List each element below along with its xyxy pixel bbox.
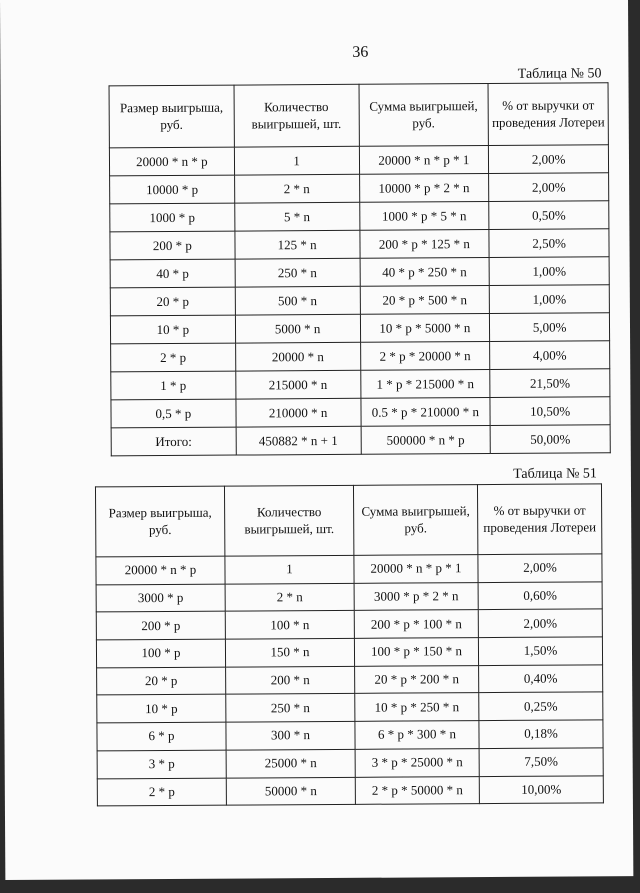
- cell-prize-sum: 20 * p * 500 * n: [360, 286, 490, 315]
- cell-revenue-percent: 2,00%: [489, 145, 609, 174]
- cell-prize-count: 1: [234, 146, 359, 175]
- cell-revenue-percent: 50,00%: [490, 425, 610, 454]
- table-50-caption: Таблица № 50: [517, 66, 602, 82]
- table-row: [111, 425, 610, 456]
- cell-revenue-percent: 0,25%: [479, 692, 603, 720]
- cell-prize-sum: 1000 * p * 5 * n: [359, 202, 489, 231]
- prize-table-50: [109, 82, 611, 456]
- cell-prize-count: 450882 * n + 1: [236, 426, 361, 455]
- cell-prize-size: 2 * p: [111, 343, 236, 372]
- table-50-body: [109, 145, 610, 456]
- cell-prize-size: 10000 * p: [110, 175, 235, 204]
- table-row: [109, 145, 608, 176]
- cell-prize-count: 200 * n: [226, 666, 355, 694]
- header-prize-count: Количество выигрышей, шт.: [234, 84, 359, 147]
- table-row: [97, 665, 603, 696]
- cell-prize-count: 300 * n: [226, 721, 355, 749]
- cell-prize-count: 5 * n: [234, 202, 359, 231]
- header-prize-size: Размер выигрыша, руб.: [109, 85, 234, 148]
- cell-prize-sum: 40 * p * 250 * n: [360, 258, 490, 287]
- cell-revenue-percent: 0,18%: [479, 720, 603, 748]
- table-row: [96, 582, 602, 613]
- cell-prize-sum: 2 * p * 50000 * n: [355, 776, 479, 804]
- cell-revenue-percent: 2,50%: [489, 229, 609, 258]
- table-row: [96, 609, 602, 640]
- cell-prize-size: 1 * p: [111, 371, 236, 400]
- table-51-caption: Таблица № 51: [513, 466, 597, 482]
- cell-revenue-percent: 2,00%: [489, 173, 609, 202]
- table-row: [111, 369, 610, 400]
- cell-prize-size: 20000 * n * p: [96, 556, 225, 584]
- cell-prize-count: 210000 * n: [236, 398, 361, 427]
- header-prize-sum: Сумма выигрышей, руб.: [354, 485, 478, 556]
- table-51-header: [95, 484, 601, 557]
- cell-revenue-percent: 21,50%: [490, 369, 610, 398]
- cell-prize-count: 215000 * n: [236, 370, 361, 399]
- cell-prize-sum: 500000 * n * p: [361, 426, 491, 455]
- cell-revenue-percent: 7,50%: [479, 748, 603, 776]
- table-50-header: [109, 83, 608, 148]
- cell-prize-sum: 10 * p * 250 * n: [355, 693, 479, 721]
- cell-prize-count: 1: [225, 555, 354, 583]
- cell-prize-sum: 6 * p * 300 * n: [355, 721, 479, 749]
- cell-revenue-percent: 10,00%: [479, 775, 603, 803]
- prize-table-51: [95, 483, 604, 806]
- cell-prize-sum: 20000 * n * p * 1: [359, 146, 489, 175]
- cell-revenue-percent: 0,40%: [479, 665, 603, 693]
- cell-prize-count: 20000 * n: [235, 342, 360, 371]
- header-prize-sum: Сумма выигрышей, руб.: [359, 84, 489, 147]
- table-51-body: [96, 554, 604, 806]
- page-number: 36: [352, 43, 369, 61]
- table-row: [96, 637, 602, 668]
- cell-prize-count: 500 * n: [235, 286, 360, 315]
- cell-prize-sum: 3000 * p * 2 * n: [354, 582, 478, 610]
- cell-prize-sum: 10 * p * 5000 * n: [360, 314, 490, 343]
- cell-prize-size: 20000 * n * p: [109, 147, 234, 176]
- cell-prize-size: 10 * p: [97, 695, 226, 723]
- table-row: [96, 554, 602, 585]
- cell-prize-count: 25000 * n: [226, 749, 355, 777]
- cell-prize-size: 40 * p: [110, 259, 235, 288]
- table-row: [110, 229, 609, 260]
- header-revenue-percent: % от выручки от проведения Лотереи: [488, 83, 608, 146]
- cell-prize-size: 200 * p: [110, 231, 235, 260]
- cell-prize-sum: 200 * p * 125 * n: [359, 230, 489, 259]
- cell-prize-size: 1000 * p: [110, 203, 235, 232]
- cell-prize-size: 200 * p: [96, 612, 225, 640]
- table-row: [97, 748, 603, 779]
- cell-prize-count: 100 * n: [225, 611, 354, 639]
- header-prize-size: Размер выигрыша, руб.: [95, 486, 224, 557]
- cell-prize-size: 100 * p: [96, 639, 225, 667]
- cell-prize-size: 20 * p: [110, 287, 235, 316]
- table-row: [110, 257, 609, 288]
- cell-prize-count: 5000 * n: [235, 314, 360, 343]
- cell-revenue-percent: 2,00%: [478, 609, 602, 637]
- cell-revenue-percent: 2,00%: [478, 554, 602, 582]
- cell-prize-count: 125 * n: [235, 230, 360, 259]
- cell-prize-size: 3 * p: [97, 750, 226, 778]
- cell-prize-sum: 20 * p * 200 * n: [355, 665, 479, 693]
- cell-prize-size: 2 * p: [97, 778, 226, 806]
- cell-revenue-percent: 10,50%: [490, 397, 610, 426]
- cell-prize-count: 150 * n: [225, 638, 354, 666]
- cell-prize-count: 250 * n: [226, 694, 355, 722]
- cell-prize-size: 20 * p: [97, 667, 226, 695]
- cell-prize-size: 10 * p: [110, 315, 235, 344]
- table-row: [110, 313, 609, 344]
- cell-prize-size: 6 * p: [97, 722, 226, 750]
- table-row: [97, 720, 603, 751]
- cell-prize-sum: 100 * p * 150 * n: [354, 638, 478, 666]
- header-prize-count: Количество выигрышей, шт.: [224, 485, 353, 556]
- cell-revenue-percent: 1,50%: [478, 637, 602, 665]
- cell-prize-sum: 20000 * n * p * 1: [354, 555, 478, 583]
- cell-revenue-percent: 0,60%: [478, 582, 602, 610]
- cell-revenue-percent: 4,00%: [490, 341, 610, 370]
- table-row: [111, 397, 610, 428]
- cell-prize-count: 250 * n: [235, 258, 360, 287]
- cell-prize-size: Итого:: [111, 427, 236, 456]
- table-row: [97, 692, 603, 723]
- cell-prize-sum: 10000 * p * 2 * n: [359, 174, 489, 203]
- header-revenue-percent: % от выручки от проведения Лотереи: [477, 484, 601, 555]
- cell-revenue-percent: 1,00%: [489, 285, 609, 314]
- table-row: [97, 775, 603, 806]
- cell-prize-sum: 3 * p * 25000 * n: [355, 748, 479, 776]
- cell-prize-count: 2 * n: [225, 583, 354, 611]
- cell-prize-count: 50000 * n: [226, 777, 355, 805]
- table-row: [111, 341, 610, 372]
- cell-prize-sum: 2 * p * 20000 * n: [360, 342, 490, 371]
- cell-prize-size: 0,5 * p: [111, 399, 236, 428]
- table-row: [110, 173, 609, 204]
- cell-prize-sum: 200 * p * 100 * n: [354, 610, 478, 638]
- cell-revenue-percent: 5,00%: [490, 313, 610, 342]
- cell-revenue-percent: 0,50%: [489, 201, 609, 230]
- table-row: [110, 285, 609, 316]
- cell-prize-count: 2 * n: [234, 174, 359, 203]
- cell-prize-size: 3000 * p: [96, 584, 225, 612]
- cell-revenue-percent: 1,00%: [489, 257, 609, 286]
- cell-prize-sum: 0.5 * p * 210000 * n: [360, 398, 490, 427]
- table-row: [110, 201, 609, 232]
- cell-prize-sum: 1 * p * 215000 * n: [360, 370, 490, 399]
